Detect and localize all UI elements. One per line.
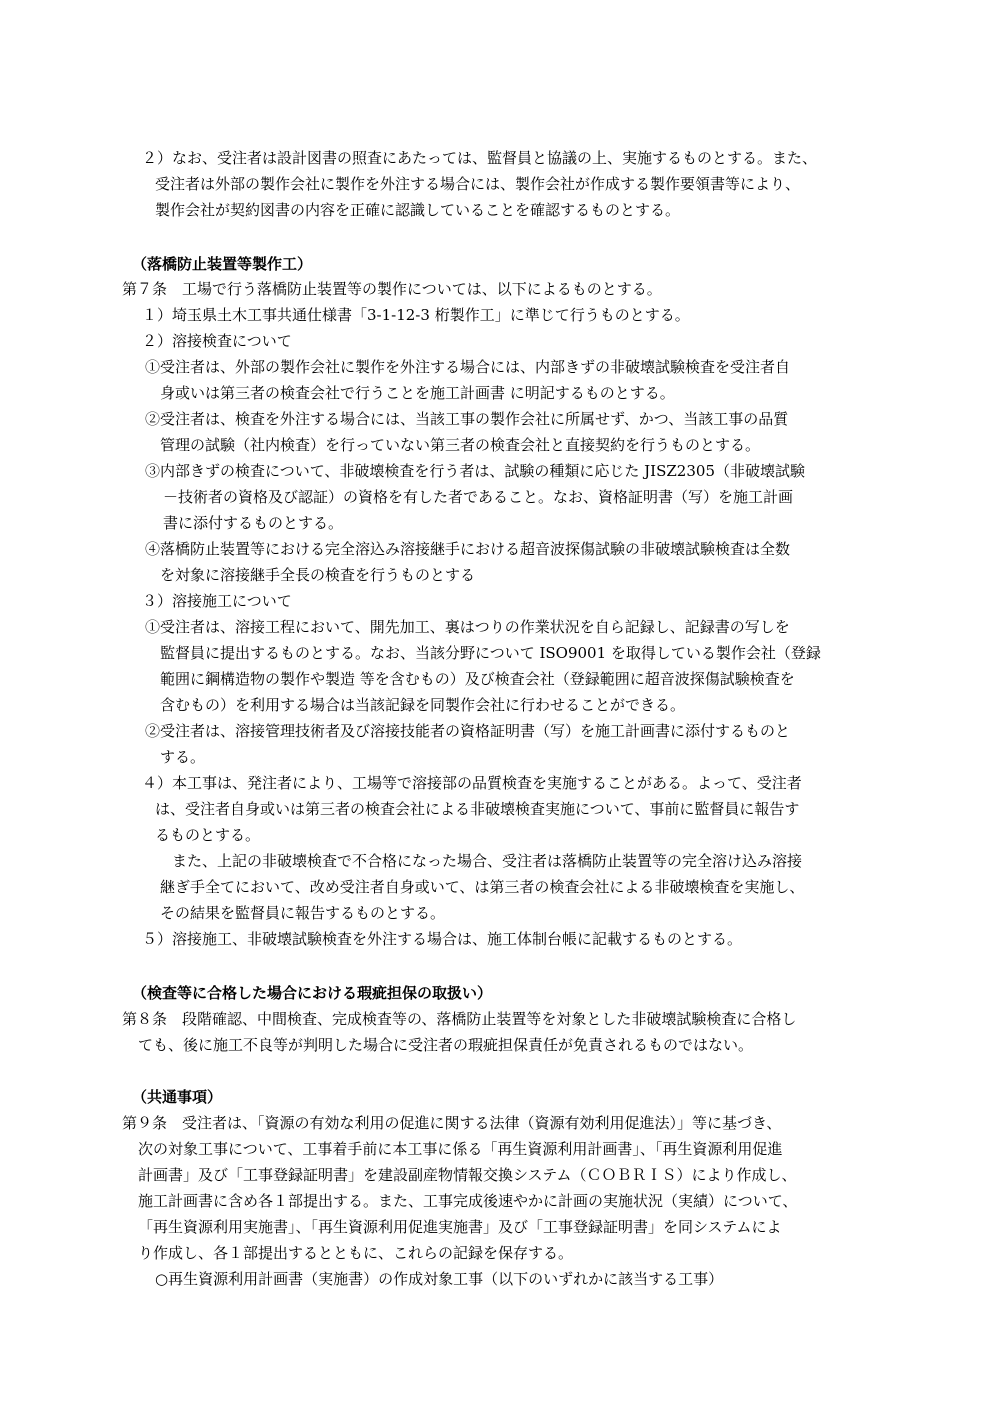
item-3-sub-2-line-2: する。 xyxy=(160,748,206,766)
article-7-item-4-line-2: は、受注者自身或いは第三者の検査会社による非破壊検査実施について、事前に監督員に報告す xyxy=(155,800,800,818)
paragraph-2-line-2: 受注者は外部の製作会社に製作を外注する場合には、製作会社が作成する製作要領書等により、 xyxy=(155,175,801,193)
article-9-line-3: 計画書」及び「工事登録証明書」を建設副産物情報交換システム（ＣＯＢＲＩＳ）により作成し、 xyxy=(138,1166,797,1184)
article-7-item-4-line-4: また、上記の非破壊検査で不合格になった場合、受注者は落橋防止装置等の完全溶け込み溶接 xyxy=(172,852,803,870)
item-2-sub-4-line-1: ④落橋防止装置等における完全溶込み溶接継手における超音波探傷試験の非破壊試験検査は全数 xyxy=(145,540,791,558)
item-2-sub-1-line-2: 身或いは第三者の検査会社で行うことを施工計画書 に明記するものとする。 xyxy=(160,384,675,402)
article-9-line-7: ○再生資源利用計画書（実施書）の作成対象工事（以下のいずれかに該当する工事） xyxy=(155,1270,724,1288)
item-2-sub-3-line-1: ③内部きずの検査について、非破壊検査を行う者は、試験の種類に応じた JISZ2305（非破壊試験 xyxy=(145,462,805,480)
article-7-item-2: ２）溶接検査について xyxy=(142,332,292,350)
item-2-sub-2-line-1: ②受注者は、検査を外注する場合には、当該工事の製作会社に所属せず、かつ、当該工事の品質 xyxy=(145,410,789,428)
item-3-sub-2-line-1: ②受注者は、溶接管理技術者及び溶接技能者の資格証明書（写）を施工計画書に添付するものと xyxy=(145,722,791,740)
item-3-sub-1-line-1: ①受注者は、溶接工程において、開先加工、裏はつりの作業状況を自ら記録し、記録書の写しを xyxy=(145,618,790,636)
article-9-line-6: り作成し、各１部提出するとともに、これらの記録を保存する。 xyxy=(138,1244,574,1262)
section-heading-article-9: （共通事項） xyxy=(132,1088,223,1106)
article-9-line-1: 第９条 受注者は、「資源の有効な利用の促進に関する法律（資源有効利用促進法）」等に基づき、 xyxy=(122,1114,782,1132)
article-8-line-2: ても、後に施工不良等が判明した場合に受注者の瑕疵担保責任が免責されるものではない。 xyxy=(138,1036,754,1054)
article-7-item-4-line-1: ４）本工事は、発注者により、工場等で溶接部の品質検査を実施することがある。よって、受注者 xyxy=(142,774,802,792)
article-8-line-1: 第８条 段階確認、中間検査、完成検査等の、落橋防止装置等を対象とした非破壊試験検査に合格し xyxy=(122,1010,797,1028)
item-2-sub-1-line-1: ①受注者は、外部の製作会社に製作を外注する場合には、内部きずの非破壊試験検査を受注者自 xyxy=(145,358,791,376)
article-9-line-4: 施工計画書に含め各１部提出する。また、工事完成後速やかに計画の実施状況（実績）について、 xyxy=(138,1192,798,1210)
item-2-sub-3-line-3: 書に添付するものとする。 xyxy=(163,514,344,532)
item-3-sub-1-line-3: 範囲に鋼構造物の製作や製造 等を含むもの）及び検査会社（登録範囲に超音波探傷試験検査を xyxy=(160,670,795,688)
article-7-title: 第７条 工場で行う落橋防止装置等の製作については、以下によるものとする。 xyxy=(122,280,662,298)
item-2-sub-2-line-2: 管理の試験（社内検査）を行っていない第三者の検査会社と直接契約を行うものとする。 xyxy=(160,436,761,454)
article-7-item-1: １）埼玉県土木工事共通仕様書「3-1-12-3 桁製作工」に準じて行うものとする。 xyxy=(142,306,690,324)
article-9-line-5: 「再生資源利用実施書」、「再生資源利用促進実施書」及び「工事登録証明書」を同システムによ xyxy=(138,1218,782,1236)
item-3-sub-1-line-2: 監督員に提出するものとする。なお、当該分野について ISO9001 を取得している製作会社（登録 xyxy=(160,644,821,662)
item-2-sub-4-line-2: を対象に溶接継手全長の検査を行うものとする xyxy=(160,566,476,584)
article-9-line-2: 次の対象工事について、工事着手前に本工事に係る「再生資源利用計画書」、「再生資源利用促進 xyxy=(138,1140,783,1158)
article-7-item-3: ３）溶接施工について xyxy=(142,592,292,610)
item-3-sub-1-line-4: 含むもの）を利用する場合は当該記録を同製作会社に行わせることができる。 xyxy=(160,696,686,714)
paragraph-2-line-1: ２）なお、受注者は設計図書の照査にあたっては、監督員と協議の上、実施するものとする。また、 xyxy=(142,149,818,167)
article-7-item-4-line-6: その結果を監督員に報告するものとする。 xyxy=(160,904,446,922)
article-7-item-4-line-5: 継ぎ手全てにおいて、改め受注者自身或いて、は第三者の検査会社による非破壊検査を実施し、 xyxy=(160,878,805,896)
section-heading-article-8: （検査等に合格した場合における瑕疵担保の取扱い） xyxy=(132,984,493,1002)
paragraph-2-line-3: 製作会社が契約図書の内容を正確に認識していることを確認するものとする。 xyxy=(155,201,681,219)
article-7-item-4-line-3: るものとする。 xyxy=(155,826,261,844)
article-7-item-5: ５）溶接施工、非破壊試験検査を外注する場合は、施工体制台帳に記載するものとする。 xyxy=(142,930,743,948)
item-2-sub-3-line-2: －技術者の資格及び認証）の資格を有した者であること。なお、資格証明書（写）を施工計画 xyxy=(163,488,794,506)
section-heading-article-7: （落橋防止装置等製作工） xyxy=(132,255,313,273)
